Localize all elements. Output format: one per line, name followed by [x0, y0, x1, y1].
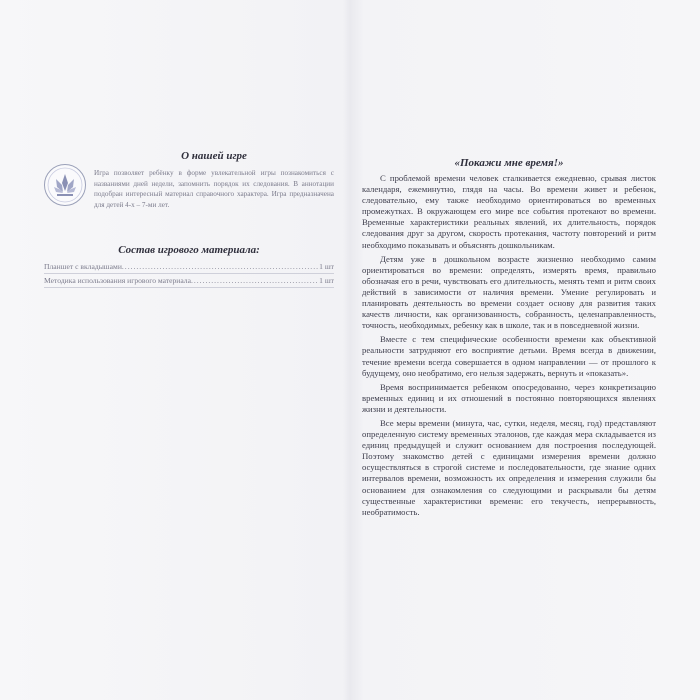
item-name: Методика использования игрового материала [44, 276, 191, 285]
leader-dots [122, 260, 319, 273]
article-title: «Покажи мне время!» [454, 157, 564, 169]
contents-title: Состав игрового материала: [118, 244, 260, 256]
about-title: О нашей игре [181, 150, 247, 162]
paragraph: С проблемой времени человек сталкивается ежедневно, срывая листок календаря, ежеминутно, глядя на часы. Во времени живет и ребенок, следовательно, ему также необходимо ориентироваться во временных промежутках. В окружающем его мире все события протекают во времени. Временные характеристики реальных явлений, их длительность, порядок следования друг за другом, скорость протекания, частоту повторений и ритм необходимо показывать и объяснять дошкольникам. [362, 173, 656, 250]
leader-dots [191, 274, 319, 287]
item-name: Планшет с вкладышами [44, 262, 122, 271]
contents-section [44, 244, 334, 288]
paragraph: Вместе с тем специфические особенности времени как объективной реальности затрудняют его восприятие детьми. Время всегда в движении, течение времени всегда совершается в одном направлении — от прошлого к будущему, оно необратимо, его нельзя задержать, вернуть и «показать». [362, 334, 656, 378]
paragraph: Детям уже в дошкольном возрасте жизненно необходимо самим ориентироваться во времени: определять, измерять время, правильно обозначая его в речи, чувствовать его длительность, менять темп и ритм своих действий в зависимости от наличия времени. Умение регулировать и планировать деятельность во времени создает основу для развития таких качеств личности, как организованность, собранность, целенаправленность, точность, необходимых, ребенку как в школе, так и в повседневной жизни. [362, 253, 656, 331]
list-item [44, 274, 334, 288]
paragraph: Время воспринимается ребенком опосредованно, через конкретизацию временных единиц и их отношений в постоянно повторяющихся явлениях жизни и деятельности. [362, 381, 656, 414]
about-section [44, 150, 334, 210]
item-qty: 1 шт [319, 262, 334, 271]
item-qty: 1 шт [319, 276, 334, 285]
right-page [362, 157, 656, 521]
flower-logo-icon [44, 164, 86, 206]
list-item [44, 260, 334, 274]
about-text: Игра позволяет ребёнку в форме увлекательной игры познакомиться с названиями дней недели, запомнить порядок их следования. В аннотации подобран интересный материал справочного характера. Игра предназначена для детей 4-х – 7-ми лет. [94, 169, 334, 209]
left-page [44, 150, 334, 288]
paragraph: Все меры времени (минута, час, сутки, неделя, месяц, год) представляют определенную систему временных эталонов, где каждая мера складывается из единиц предыдущей и служит основанием для построения последующей. Поэтому знакомство детей с единицами измерения времени должно осуществляться в строгой системе и последовательности, где знание одних интервалов времени, возможность их определения и измерения служили бы основанием для ознакомления со следующими и раскрывали бы детям существенные характеристики времени: его текучесть, непрерывность, необратимость. [362, 417, 656, 517]
